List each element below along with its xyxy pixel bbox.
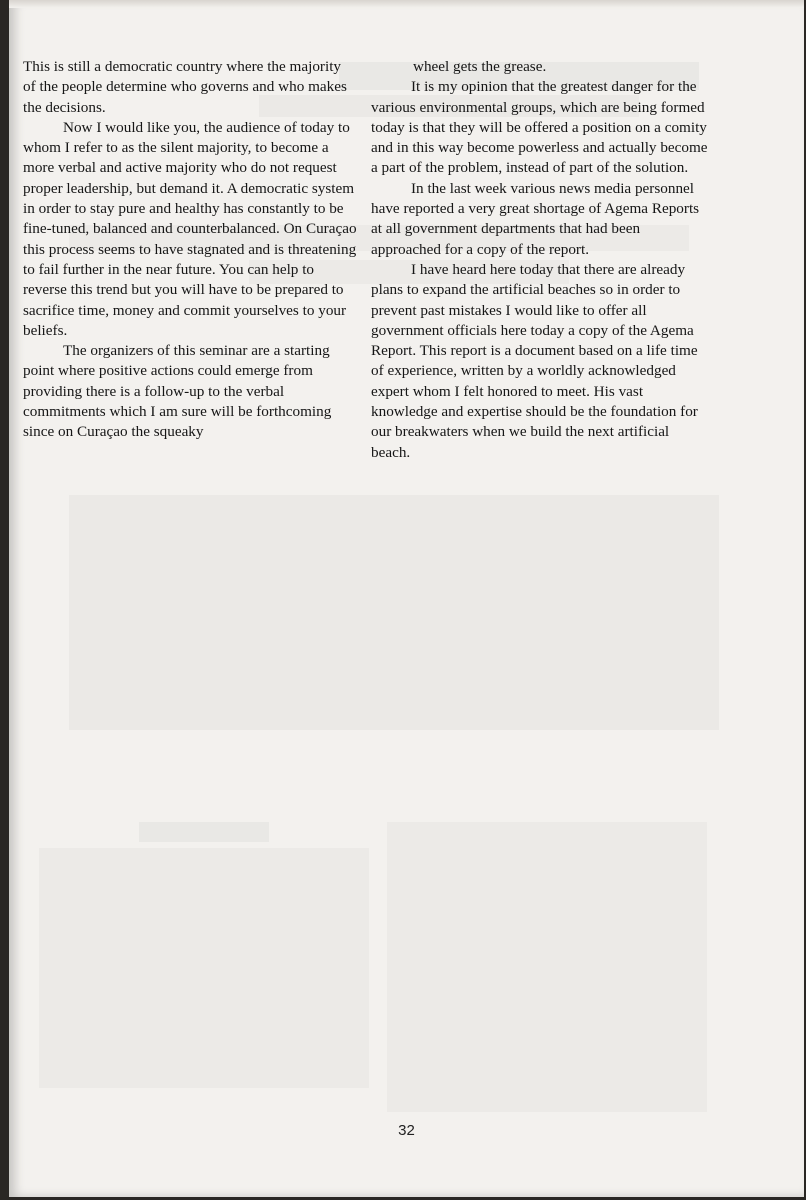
left-column bbox=[23, 57, 357, 443]
left-paragraph-1: This is still a democratic country where the majority of the people determine who governs and who makes the decisions. bbox=[23, 58, 347, 116]
right-paragraph-4: I have heard here today that there are already plans to expand the artificial beaches so in order to prevent past mistakes I would like to offer all government officials here today a copy of the Agema Report. This report is a document based on a life time of experience, written by a worldly acknowledged expert whom I felt honored to meet. His vast knowledge and expertise should be the foundation for our breakwaters when we build the next artificial beach. bbox=[371, 260, 698, 461]
document-page bbox=[9, 0, 804, 1197]
left-paragraph-2: Now I would like you, the audience of today to whom I refer to as the silent majority, to become a more verbal and active majority who do not request proper leadership, but demand it. A democratic system in order to stay pure and healthy has constantly to be fine-tuned, balanced and counterbalanced. On Curaçao this process seems to have stagnated and is threatening to fail further in the near future. You can help to reverse this trend but you will have to be prepared to sacrifice time, money and commit yourselves to your beliefs. bbox=[23, 118, 357, 339]
left-paragraph-3: The organizers of this seminar are a starting point where positive actions could emerge from providing there is a follow-up to the verbal commitments which I am sure will be forthcoming since on Curaçao the squeaky bbox=[23, 342, 332, 441]
right-paragraph-1: wheel gets the grease. bbox=[413, 58, 547, 75]
right-paragraph-3: In the last week various news media personnel have reported a very great shortage of Agema Reports at all government departments that had been approached for a copy of the report. bbox=[371, 179, 700, 258]
page-number: 32 bbox=[398, 1122, 415, 1139]
page-edge-shadow bbox=[9, 0, 804, 8]
right-paragraph-2: It is my opinion that the greatest danger for the various environmental groups, which are being formed today is that they will be offered a position on a comity and in this way become powerless and actually become a part of the problem, instead of part of the solution. bbox=[371, 78, 708, 177]
right-column bbox=[371, 57, 709, 463]
